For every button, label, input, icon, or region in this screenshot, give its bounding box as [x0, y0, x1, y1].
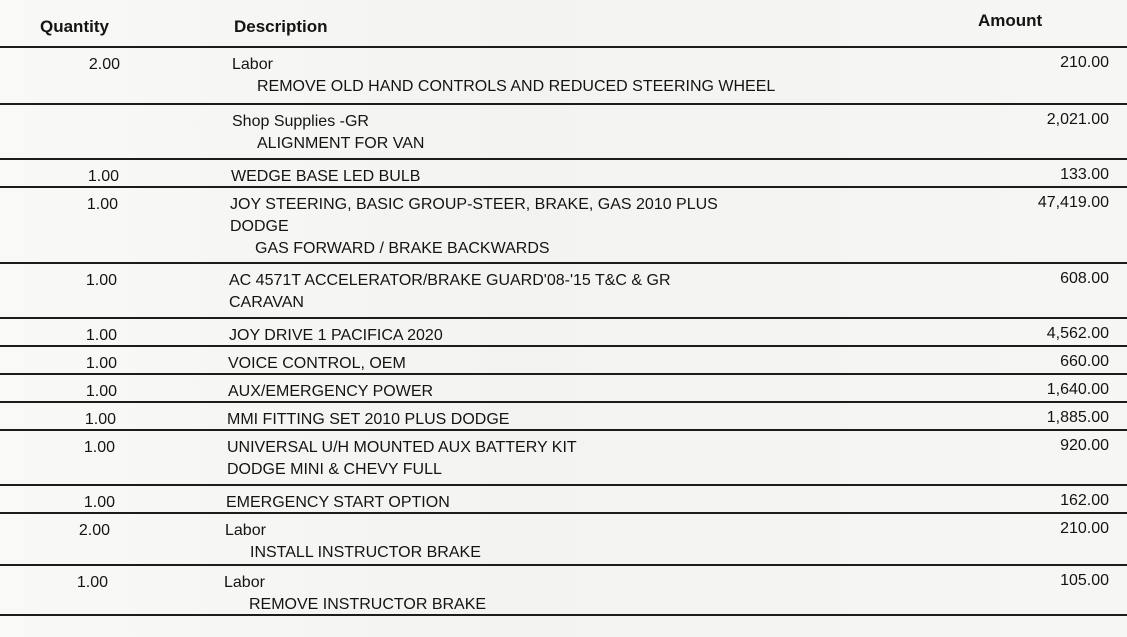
amount-cell: 4,562.00 [1046, 325, 1109, 342]
amount-cell: 2,021.00 [1046, 111, 1109, 128]
table-header [0, 0, 1127, 44]
description-cell [229, 270, 671, 314]
description-line: EMERGENCY START OPTION [226, 494, 450, 511]
description-line: AC 4571T ACCELERATOR/BRAKE GUARD'08-'15 T&C & GR [229, 272, 671, 289]
description-cell [225, 520, 481, 564]
amount-cell: 210.00 [1060, 54, 1109, 71]
quantity-cell: 1.00 [85, 355, 117, 372]
amount-cell: 1,885.00 [1046, 409, 1109, 426]
description-line: UNIVERSAL U/H MOUNTED AUX BATTERY KIT [227, 439, 577, 456]
description-column-header: Description [234, 17, 328, 36]
quantity-cell: 1.00 [83, 494, 115, 511]
amount-cell: 133.00 [1060, 166, 1109, 183]
description-cell [227, 437, 577, 481]
amount-cell: 105.00 [1060, 572, 1109, 589]
description-line: Shop Supplies -GR [232, 113, 369, 130]
description-line: DODGE MINI & CHEVY FULL [227, 461, 442, 478]
description-line: WEDGE BASE LED BULB [231, 168, 421, 185]
description-line: MMI FITTING SET 2010 PLUS DODGE [227, 411, 510, 428]
quantity-cell: 1.00 [86, 196, 118, 213]
amount-cell: 210.00 [1060, 520, 1109, 537]
table-row [0, 401, 1127, 429]
description-detail: GAS FORWARD / BRAKE BACKWARDS [255, 240, 550, 257]
description-detail: REMOVE INSTRUCTOR BRAKE [249, 596, 487, 613]
description-cell [228, 381, 433, 403]
description-line: Labor [224, 574, 265, 591]
table-row [0, 186, 1127, 262]
table-row [0, 429, 1127, 484]
description-cell [228, 353, 406, 375]
description-line: AUX/EMERGENCY POWER [228, 383, 434, 400]
description-cell [226, 492, 450, 514]
amount-cell: 162.00 [1060, 492, 1109, 509]
quantity-column-header: Quantity [40, 17, 109, 36]
table-row [0, 564, 1127, 616]
amount-cell: 920.00 [1060, 437, 1109, 454]
description-line: Labor [225, 522, 266, 539]
description-line: JOY DRIVE 1 PACIFICA 2020 [229, 327, 443, 344]
description-cell [229, 325, 443, 347]
quantity-cell: 1.00 [76, 574, 108, 591]
description-line: DODGE [230, 218, 289, 235]
quantity-cell: 1.00 [84, 411, 116, 428]
amount-column-header: Amount [978, 11, 1043, 30]
description-line: Labor [232, 56, 273, 73]
quantity-cell: 2.00 [78, 522, 110, 539]
description-detail: REMOVE OLD HAND CONTROLS AND REDUCED STEERING WHEEL [257, 78, 776, 95]
table-row [0, 46, 1127, 103]
quantity-cell: 2.00 [88, 56, 120, 73]
amount-cell: 1,640.00 [1046, 381, 1109, 398]
table-row [0, 484, 1127, 512]
amount-cell: 608.00 [1060, 270, 1109, 287]
description-line: JOY STEERING, BASIC GROUP-STEER, BRAKE, GAS 2010 PLUS [230, 196, 718, 213]
description-cell [230, 194, 718, 260]
description-cell [227, 409, 509, 431]
description-cell [232, 111, 424, 155]
table-row [0, 158, 1127, 186]
quantity-cell: 1.00 [85, 327, 117, 344]
description-line: CARAVAN [229, 294, 304, 311]
quantity-cell: 1.00 [85, 383, 117, 400]
table-row [0, 512, 1127, 564]
table-row [0, 317, 1127, 345]
table-row [0, 373, 1127, 401]
description-cell [232, 54, 775, 98]
table-row [0, 262, 1127, 317]
amount-cell: 47,419.00 [1037, 194, 1109, 211]
description-cell [224, 572, 486, 616]
quantity-cell: 1.00 [87, 168, 119, 185]
table-row [0, 345, 1127, 373]
description-line: VOICE CONTROL, OEM [228, 355, 406, 372]
quantity-cell: 1.00 [85, 272, 117, 289]
amount-cell: 660.00 [1060, 353, 1109, 370]
description-cell [231, 166, 420, 188]
quantity-cell: 1.00 [83, 439, 115, 456]
description-detail: INSTALL INSTRUCTOR BRAKE [250, 544, 481, 561]
description-detail: ALIGNMENT FOR VAN [257, 135, 425, 152]
table-row [0, 103, 1127, 158]
line-items [0, 46, 1127, 616]
